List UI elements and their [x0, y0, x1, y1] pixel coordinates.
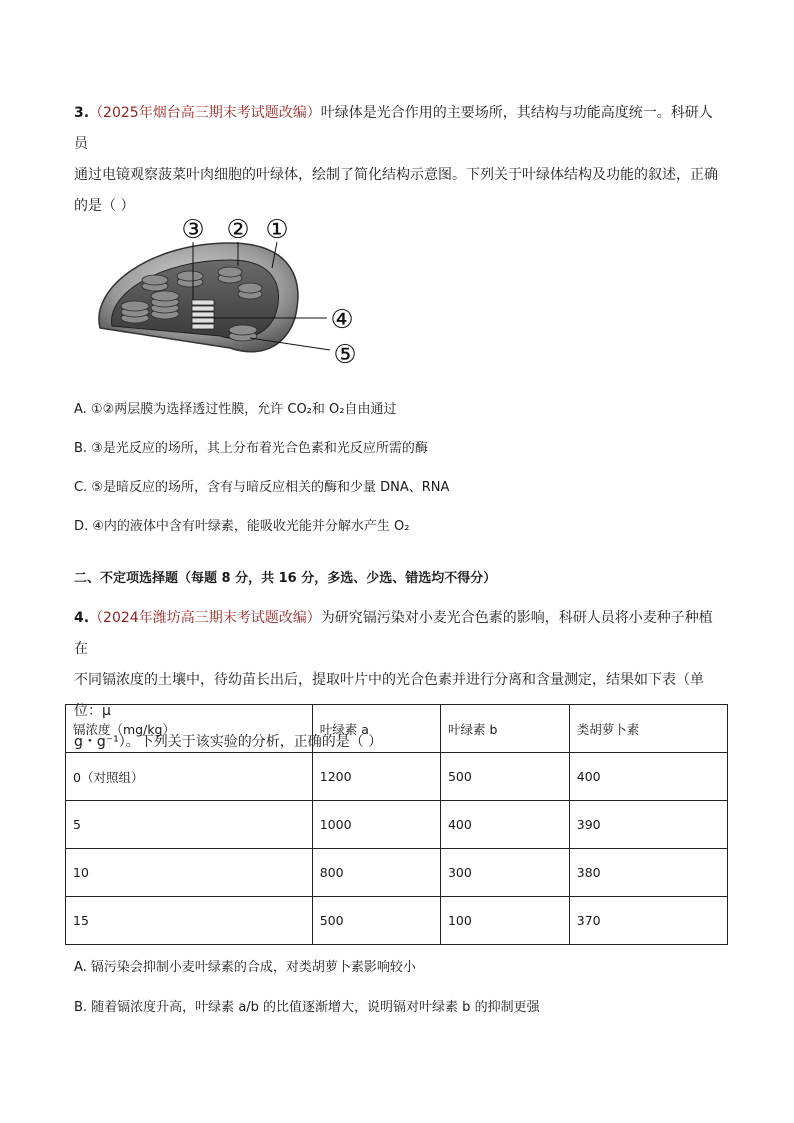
q3-line3: 的是（ ）	[74, 198, 135, 214]
table-cell: 500	[440, 753, 569, 801]
label-1: ①	[265, 215, 289, 245]
table-cell: 400	[440, 801, 569, 849]
table-cell: 370	[569, 897, 727, 945]
table-cell: 300	[440, 849, 569, 897]
table-cell: 5	[66, 801, 313, 849]
table-row	[66, 849, 728, 897]
q3-line1: 叶绿体是光合作用的主要场所，其结构与功能高度统一。科研人员	[74, 105, 713, 152]
table-cell: 1000	[312, 801, 440, 849]
q4-line3: g・g⁻¹）。下列关于该实验的分析，正确的是（ ）	[74, 734, 383, 750]
q4-option-b: B. 随着镉浓度升高，叶绿素 a/b 的比值逐渐增大，说明镉对叶绿素 b 的抑制更强	[74, 1000, 540, 1015]
table-cell: 380	[569, 849, 727, 897]
q3-source: （2025年烟台高三期末考试题改编）	[89, 105, 321, 121]
q4-source: （2024年潍坊高三期末考试题改编）	[89, 610, 321, 626]
table-row	[66, 897, 728, 945]
table-cell: 390	[569, 801, 727, 849]
q3-number: 3.	[74, 105, 90, 121]
q4-line1: 为研究镉污染对小麦光合色素的影响，科研人员将小麦种子种植在	[74, 610, 713, 657]
table-header: 叶绿素 b	[440, 705, 569, 753]
q4-option-a: A. 镉污染会抑制小麦叶绿素的合成，对类胡萝卜素影响较小	[74, 960, 416, 975]
q4-line2: 不同镉浓度的土壤中，待幼苗长出后，提取叶片中的光合色素并进行分离和含量测定，结果如下表（单位：μ	[74, 672, 704, 719]
q4-number: 4.	[74, 610, 90, 626]
table-cell: 800	[312, 849, 440, 897]
label-5: ⑤	[333, 340, 357, 370]
table-cell: 100	[440, 897, 569, 945]
q3-option-c: C. ⑤是暗反应的场所，含有与暗反应相关的酶和少量 DNA、RNA	[74, 480, 450, 495]
q3-option-d: D. ④内的液体中含有叶绿素，能吸收光能并分解水产生 O₂	[74, 519, 410, 534]
table-header-row	[66, 705, 728, 753]
table-cell: 0（对照组）	[66, 753, 313, 801]
table-header: 叶绿素 a	[312, 705, 440, 753]
table-cell: 500	[312, 897, 440, 945]
q3-option-a: A. ①②两层膜为选择透过性膜，允许 CO₂和 O₂自由通过	[74, 402, 397, 417]
table-cell: 15	[66, 897, 313, 945]
table-row	[66, 753, 728, 801]
label-2: ②	[226, 215, 250, 245]
table-header: 镉浓度（mg/kg）	[66, 705, 313, 753]
chloroplast-diagram	[80, 208, 380, 378]
table-cell: 400	[569, 753, 727, 801]
label-3: ③	[181, 215, 205, 245]
q3-option-b: B. ③是光反应的场所，其上分布着光合色素和光反应所需的酶	[74, 441, 428, 456]
data-table	[65, 704, 728, 945]
table-cell: 1200	[312, 753, 440, 801]
q3-stem	[74, 98, 724, 222]
section-heading: 二、不定项选择题（每题 8 分，共 16 分，多选、少选、错选均不得分）	[74, 571, 497, 586]
table-cell: 10	[66, 849, 313, 897]
label-4: ④	[330, 305, 354, 335]
q3-line2: 通过电镜观察菠菜叶肉细胞的叶绿体，绘制了简化结构示意图。下列关于叶绿体结构及功能的叙述，正确	[74, 167, 718, 183]
table-header: 类胡萝卜素	[569, 705, 727, 753]
table-row	[66, 801, 728, 849]
